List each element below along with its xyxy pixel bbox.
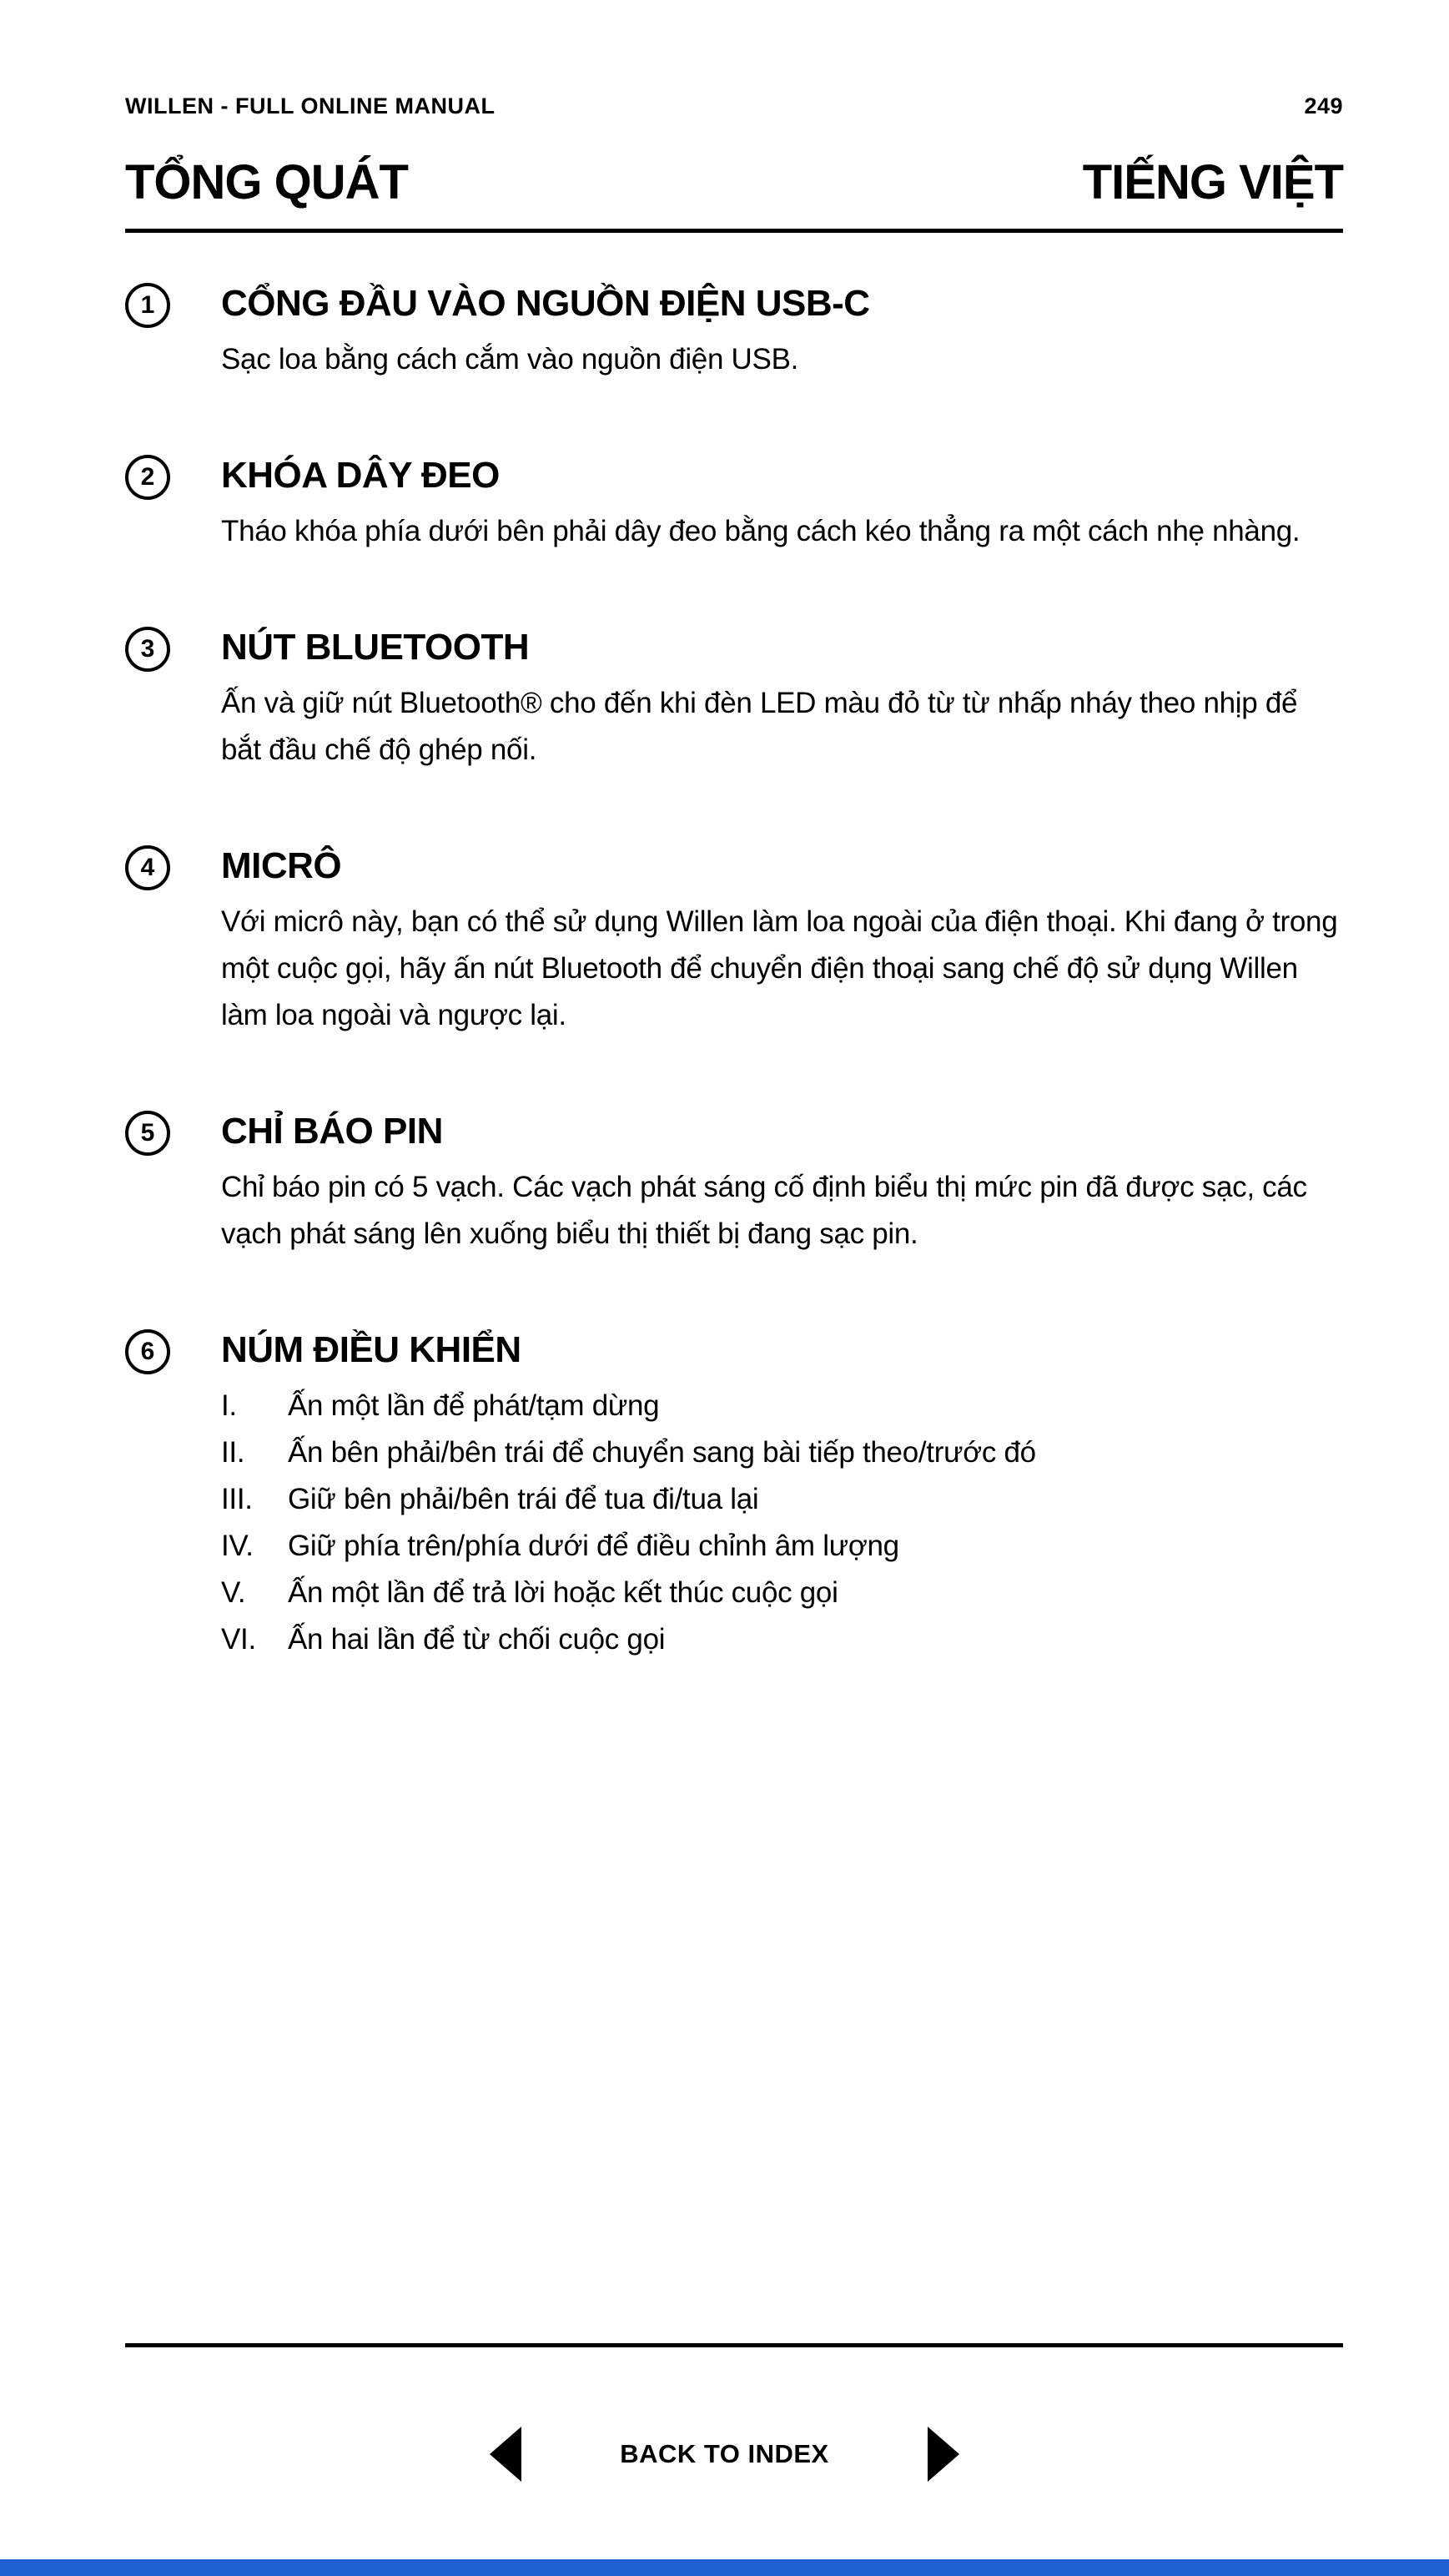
section-number-badge	[125, 845, 170, 890]
bottom-accent-bar	[0, 2559, 1449, 2576]
section-body-text: Chỉ báo pin có 5 vạch. Các vạch phát sáng cố định biểu thị mức pin đã được sạc, các vạch phát sáng lên xuống biểu thị thiết bị đang sạc pin.	[221, 1171, 1307, 1250]
list-item-text: Ấn hai lần để từ chối cuộc gọi	[288, 1623, 666, 1656]
back-to-index-link[interactable]: BACK TO INDEX	[620, 2439, 829, 2468]
section-usb-port	[125, 281, 1343, 383]
section-content	[221, 844, 1343, 1039]
section-heading: CỔNG ĐẦU VÀO NGUỒN ĐIỆN USB-C	[221, 283, 870, 324]
section-body-text: Với micrô này, bạn có thể sử dụng Willen làm loa ngoài của điện thoại. Khi đang ở trong một cuộc gọi, hãy ấn nút Bluetooth để chuyển điện thoại sang chế độ sử dụng Willen làm loa ngoài và ngược lại.	[221, 905, 1338, 1031]
list-item	[221, 1383, 1343, 1429]
section-content	[221, 1328, 1343, 1663]
list-item-text: Ấn một lần để trả lời hoặc kết thúc cuộc gọi	[288, 1576, 838, 1609]
section-number-badge	[125, 627, 170, 672]
section-number-column	[125, 844, 221, 1039]
section-heading: NÚM ĐIỀU KHIỂN	[221, 1329, 521, 1370]
section-body-text: Tháo khóa phía dưới bên phải dây đeo bằng cách kéo thẳng ra một cách nhẹ nhàng.	[221, 515, 1301, 547]
list-item-text: Ấn bên phải/bên trái để chuyển sang bài tiếp theo/trước đó	[288, 1436, 1036, 1469]
list-item-text: Giữ phía trên/phía dưới để điều chỉnh âm lượng	[288, 1530, 899, 1562]
list-item	[221, 1476, 1343, 1523]
page-header	[125, 93, 1343, 119]
title-divider	[125, 229, 1343, 233]
section-bluetooth-button	[125, 625, 1343, 774]
list-item-numeral: IV.	[221, 1530, 254, 1562]
next-page-icon[interactable]	[928, 2427, 959, 2482]
footer-navigation	[0, 2427, 1449, 2482]
section-number: 6	[140, 1338, 155, 1365]
list-item	[221, 1429, 1343, 1476]
section-number-column	[125, 1109, 221, 1258]
section-heading: KHÓA DÂY ĐEO	[221, 455, 500, 496]
section-control-knob	[125, 1328, 1343, 1663]
section-number-column	[125, 453, 221, 555]
list-item-text: Giữ bên phải/bên trái để tua đi/tua lại	[288, 1483, 759, 1515]
section-heading: NÚT BLUETOOTH	[221, 627, 530, 668]
control-knob-instructions	[221, 1383, 1343, 1663]
list-item-numeral: I.	[221, 1389, 237, 1422]
page-number: 249	[1304, 93, 1343, 118]
manual-title: WILLEN - FULL ONLINE MANUAL	[125, 93, 496, 118]
section-number-badge	[125, 283, 170, 328]
section-number: 3	[140, 635, 155, 663]
title-bar	[125, 154, 1343, 210]
section-content	[221, 281, 1343, 383]
section-heading: MICRÔ	[221, 845, 342, 886]
section-heading: CHỈ BÁO PIN	[221, 1111, 443, 1152]
list-item-text: Ấn một lần để phát/tạm dừng	[288, 1389, 660, 1422]
section-number-column	[125, 1328, 221, 1663]
page-title: TỔNG QUÁT	[125, 155, 408, 209]
sections-list	[125, 281, 1343, 1663]
section-microphone	[125, 844, 1343, 1039]
section-battery-indicator	[125, 1109, 1343, 1258]
list-item	[221, 1570, 1343, 1616]
list-item	[221, 1523, 1343, 1570]
section-content	[221, 1109, 1343, 1258]
section-content	[221, 453, 1343, 555]
footer-divider	[125, 2343, 1343, 2347]
section-body-text: Sạc loa bằng cách cắm vào nguồn điện USB.	[221, 343, 799, 376]
section-number: 2	[140, 463, 155, 491]
list-item-numeral: V.	[221, 1576, 246, 1609]
section-number-column	[125, 281, 221, 383]
section-number: 4	[140, 854, 155, 881]
list-item-numeral: III.	[221, 1483, 253, 1515]
section-number-badge	[125, 1111, 170, 1156]
language-title: TIẾNG VIỆT	[1082, 155, 1343, 209]
section-number-badge	[125, 455, 170, 500]
section-content	[221, 625, 1343, 774]
list-item-numeral: II.	[221, 1436, 245, 1469]
section-body-text: Ấn và giữ nút Bluetooth® cho đến khi đèn LED màu đỏ từ từ nhấp nháy theo nhịp để bắt đầu chế độ ghép nối.	[221, 687, 1298, 766]
section-number-badge	[125, 1329, 170, 1374]
section-strap-lock	[125, 453, 1343, 555]
list-item	[221, 1616, 1343, 1663]
previous-page-icon[interactable]	[490, 2427, 521, 2482]
section-number-column	[125, 625, 221, 774]
list-item-numeral: VI.	[221, 1623, 256, 1656]
section-number: 1	[140, 291, 155, 319]
section-number: 5	[140, 1119, 155, 1147]
